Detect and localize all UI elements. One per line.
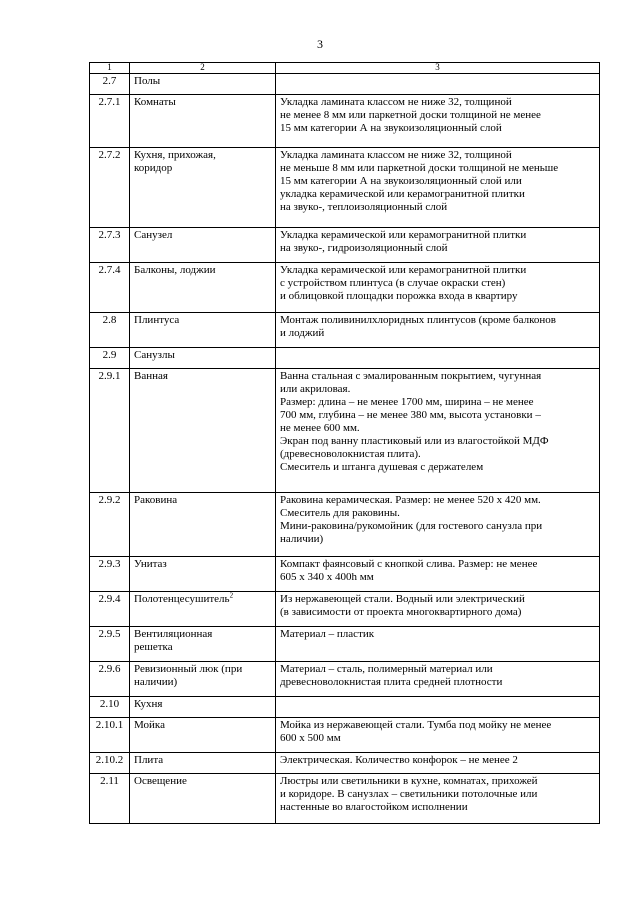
table-row <box>90 557 600 592</box>
item-description: Раковина керамическая. Размер: не менее 520 х 420 мм. Смеситель для раковины. Мини-раковина/рукомойник (для гостевого санузла при наличии) <box>276 493 600 557</box>
column-number-2: 2 <box>130 63 276 74</box>
item-description: Материал – пластик <box>276 627 600 662</box>
item-name <box>130 774 276 824</box>
table-row <box>90 348 600 369</box>
item-name-text: Вентиляционная решетка <box>134 628 213 653</box>
item-description: Ванна стальная с эмалированным покрытием, чугунная или акриловая. Размер: длина – не менее 1700 мм, ширина – не менее 700 мм, глубина – не менее 380 мм, высота установки – не менее 600 мм. Экран под ванну пластиковый или из влагостойкой МДФ (древесноволокнистая плита). Смеситель и штанга душевая с держателем <box>276 369 600 493</box>
table-row <box>90 313 600 348</box>
item-name-text: Плинтуса <box>134 314 180 326</box>
item-description: Укладка ламината классом не ниже 32, толщиной не меньше 8 мм или паркетной доски толщиной не меньше 15 мм категории А на звукоизоляционный слой или укладка керамической или керамогранитной плитки на звуко-, теплоизоляционный слой <box>276 148 600 228</box>
item-description: Укладка ламината классом не ниже 32, толщиной не менее 8 мм или паркетной доски толщиной не менее 15 мм категории А на звукоизоляционный слой <box>276 95 600 148</box>
item-name <box>130 557 276 592</box>
item-number: 2.11 <box>90 774 130 824</box>
item-name-text: Санузлы <box>134 349 175 361</box>
table-row <box>90 718 600 753</box>
item-number: 2.7 <box>90 74 130 95</box>
item-name-text: Мойка <box>134 719 165 731</box>
item-name-text: Раковина <box>134 494 178 506</box>
table-row <box>90 228 600 263</box>
item-number: 2.7.2 <box>90 148 130 228</box>
table-row <box>90 95 600 148</box>
item-name <box>130 753 276 774</box>
item-description: Укладка керамической или керамогранитной плитки с устройством плинтуса (в случае окраски стен) и облицовкой площадки порожка входа в квартиру <box>276 263 600 313</box>
item-name <box>130 263 276 313</box>
item-name-text: Унитаз <box>134 558 167 570</box>
item-name <box>130 662 276 697</box>
item-name <box>130 95 276 148</box>
item-description: Электрическая. Количество конфорок – не менее 2 <box>276 753 600 774</box>
item-name-text: Кухня <box>134 698 163 710</box>
specification-table <box>89 62 600 824</box>
item-name-text: Плита <box>134 754 164 766</box>
item-number: 2.10.1 <box>90 718 130 753</box>
column-number-row <box>90 63 600 74</box>
item-number: 2.9.1 <box>90 369 130 493</box>
item-number: 2.9.5 <box>90 627 130 662</box>
item-name <box>130 592 276 627</box>
item-number: 2.7.3 <box>90 228 130 263</box>
item-number: 2.10.2 <box>90 753 130 774</box>
item-name-text: Балконы, лоджии <box>134 264 216 276</box>
table-row <box>90 697 600 718</box>
item-description: Люстры или светильники в кухне, комнатах, прихожей и коридоре. В санузлах – светильники потолочные или настенные во влагостойком исполнении <box>276 774 600 824</box>
specification-table-body <box>90 63 600 824</box>
item-name-text: Кухня, прихожая, коридор <box>134 149 216 174</box>
item-number: 2.7.4 <box>90 263 130 313</box>
column-number-3: 3 <box>276 63 600 74</box>
item-name-text: Комнаты <box>134 96 176 108</box>
item-description <box>276 697 600 718</box>
table-row <box>90 369 600 493</box>
item-number: 2.9.2 <box>90 493 130 557</box>
item-description: Из нержавеющей стали. Водный или электрический (в зависимости от проекта многоквартирного дома) <box>276 592 600 627</box>
column-number-1: 1 <box>90 63 130 74</box>
item-number: 2.8 <box>90 313 130 348</box>
item-description: Компакт фаянсовый с кнопкой слива. Размер: не менее 605 х 340 х 400h мм <box>276 557 600 592</box>
item-description <box>276 74 600 95</box>
table-row <box>90 493 600 557</box>
item-name-text: Полотенцесушитель <box>134 593 230 605</box>
item-number: 2.9 <box>90 348 130 369</box>
item-name <box>130 697 276 718</box>
table-row <box>90 592 600 627</box>
item-name <box>130 348 276 369</box>
item-number: 2.7.1 <box>90 95 130 148</box>
item-name <box>130 627 276 662</box>
item-name <box>130 313 276 348</box>
page-number: 3 <box>317 37 323 51</box>
item-description: Укладка керамической или керамогранитной плитки на звуко-, гидроизоляционный слой <box>276 228 600 263</box>
table-row <box>90 774 600 824</box>
item-description: Монтаж поливинилхлоридных плинтусов (кроме балконов и лоджий <box>276 313 600 348</box>
item-name <box>130 148 276 228</box>
item-name-text: Ревизионный люк (при наличии) <box>134 663 243 688</box>
item-name <box>130 718 276 753</box>
item-name <box>130 493 276 557</box>
item-name <box>130 369 276 493</box>
item-number: 2.10 <box>90 697 130 718</box>
footnote-marker: 2 <box>229 591 234 600</box>
item-number: 2.9.3 <box>90 557 130 592</box>
table-row <box>90 263 600 313</box>
table-row <box>90 74 600 95</box>
item-name-text: Ванная <box>134 370 168 382</box>
item-name-text: Санузел <box>134 229 173 241</box>
item-name <box>130 228 276 263</box>
item-description: Мойка из нержавеющей стали. Тумба под мойку не менее 600 х 500 мм <box>276 718 600 753</box>
table-row <box>90 148 600 228</box>
item-description: Материал – сталь, полимерный материал или древесноволокнистая плита средней плотности <box>276 662 600 697</box>
item-number: 2.9.4 <box>90 592 130 627</box>
table-row <box>90 662 600 697</box>
item-description <box>276 348 600 369</box>
table-row <box>90 753 600 774</box>
table-row <box>90 627 600 662</box>
item-name-text: Освещение <box>134 775 187 787</box>
item-name-text: Полы <box>134 75 161 87</box>
item-name <box>130 74 276 95</box>
item-number: 2.9.6 <box>90 662 130 697</box>
